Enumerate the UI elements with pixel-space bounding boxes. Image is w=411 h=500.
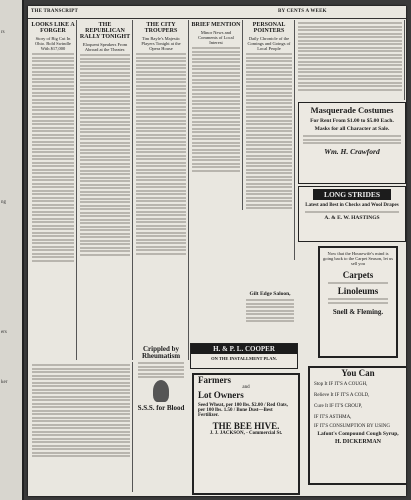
ad-title: Masquerade Costumes: [310, 105, 394, 115]
ad-body: Seed Wheat, per 100 lbs. $2.00 / Red Oats, per 100 lbs. 1.50 / Bone Dust—Best Fertilizer.: [198, 403, 288, 418]
ad-gilt-edge: [244, 291, 296, 346]
ad-title: Gilt Edge Saloon,: [249, 291, 291, 297]
ad-title: LONG STRIDES: [313, 189, 391, 200]
ad-item: Stop It IF IT'S A COUGH,: [314, 382, 368, 387]
ad-connector: and: [242, 385, 250, 390]
headline: THE CITY TROUPERS: [144, 22, 178, 34]
ad-item: IF IT'S ASTHMA,: [314, 415, 352, 420]
subheadline: Story of Big Cut In Ohio. Bold Swindle With $17,000: [35, 36, 71, 51]
ad-item: Relieve It IF IT'S A COLD,: [314, 393, 370, 398]
ad-you-can: [308, 366, 406, 485]
news-column-4: [190, 20, 243, 210]
masthead-title: THE TRANSCRIPT: [31, 9, 79, 14]
ad-line: For Rent From $1.00 to $5.00 Each.: [310, 118, 394, 124]
ad-item: Linoleums: [337, 286, 379, 296]
newspaper-page: [28, 6, 406, 496]
portrait-image: [153, 380, 169, 402]
ad-advertiser: Snell & Fleming.: [332, 307, 384, 316]
ad-cooper: [190, 343, 298, 369]
ad-carpets: [318, 246, 398, 358]
ad-line: Masks for all Character at Sale.: [314, 126, 390, 132]
news-column-5: [244, 20, 295, 260]
ad-item: IF IT'S CONSUMPTION BY USING: [314, 424, 391, 429]
ad-item: Carpets: [342, 270, 374, 280]
ad-item: Cure It IF IT'S CROUP,: [314, 404, 362, 409]
ad-long-strides: [298, 186, 406, 242]
ad-title: Farmers: [198, 375, 231, 385]
ad-body: Latest and Best in Checks and Wool Drapes: [305, 203, 399, 208]
ad-advertiser: A. & E. W. HASTINGS: [324, 215, 380, 221]
ad-title: Crippled by Rheumatism: [141, 346, 181, 360]
ad-owner: J. J. JACKSON, - Commercial St.: [209, 431, 283, 436]
ad-title: H. & P. L. COOPER: [191, 344, 297, 354]
headline: BRIEF MENTION: [191, 22, 241, 28]
news-column-6: [296, 20, 405, 100]
subheadline: Tim Bayle's Majestic Players Tonight at the Opera House: [141, 36, 181, 51]
headline: THE REPUBLICAN RALLY TONIGHT: [79, 22, 131, 40]
news-column-1: [30, 20, 77, 360]
news-column-2: [78, 20, 133, 360]
subheadline: Eloquent Speakers From Abroad at the Theater.: [82, 42, 128, 52]
subheadline: Minor News and Comments of Local Interest: [198, 30, 234, 45]
news-column-bottom: [30, 362, 133, 492]
adjacent-page-edge: rs ng ers ker: [0, 0, 24, 500]
ad-title: You Can: [341, 368, 375, 378]
ad-product: Lafont's Compound Cough Syrup,: [317, 431, 399, 437]
news-column-3: [134, 20, 189, 360]
ad-lead: Now that the Housewife's mind is going back to the Carpet Season, let us sell you: [323, 251, 393, 266]
subheadline: Daily Chronicle of the Comings and Goings of Local People: [247, 36, 291, 51]
ad-title: Lot Owners: [198, 390, 244, 400]
ad-store: THE BEE HIVE.: [212, 421, 280, 431]
ad-masquerade-costumes: [298, 102, 406, 184]
masthead-subscription: BY CENTS A WEEK: [278, 9, 327, 14]
ad-farmers: [192, 373, 300, 495]
ad-advertiser: H. DICKERMAN: [335, 439, 381, 445]
ad-line: ON THE INSTALLMENT PLAN.: [211, 356, 277, 361]
headline: LOOKS LIKE A FORGER: [31, 22, 75, 34]
ad-brand: S.S.S. for Blood: [137, 404, 185, 412]
ad-crippled-rheumatism: [136, 346, 186, 446]
headline: PERSONAL POINTERS: [252, 22, 286, 34]
ad-advertiser: Wm. H. Crawford: [324, 147, 380, 156]
masthead: [28, 6, 406, 19]
